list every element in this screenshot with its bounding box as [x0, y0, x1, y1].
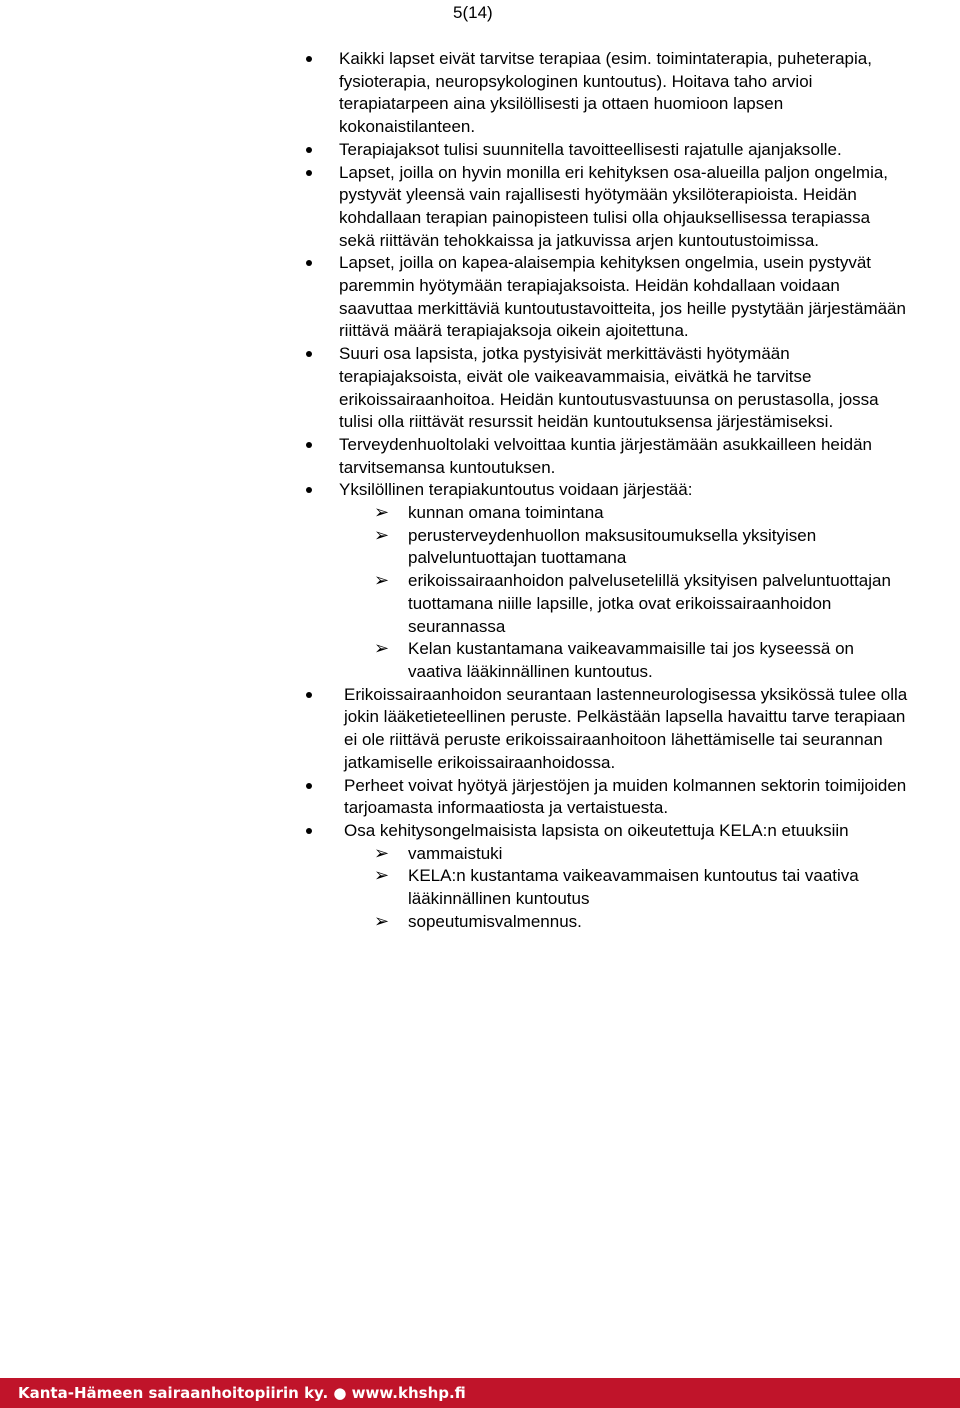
bullet-icon — [306, 783, 312, 789]
bullet-icon — [306, 260, 312, 266]
arrow-bullet-icon: ➢ — [374, 638, 390, 660]
sub-list-item-text: kunnan omana toimintana — [408, 503, 604, 523]
bullet-icon — [306, 147, 312, 153]
sub-list-item-text: vammaistuki — [408, 843, 503, 863]
list-item-text: Erikoissairaanhoidon seurantaan lastenneurologisessa yksikössä tulee olla jokin lääketieteellinen peruste. Pelkästään lapsella havaittu tarve terapiaan ei ole riittävä peruste erikoissairaanhoitoon lähettämiselle tai seurannan jatkamiselle erikoissairaanhoidossa. — [344, 684, 908, 772]
arrow-bullet-icon: ➢ — [374, 570, 390, 592]
arrow-bullet-icon: ➢ — [374, 524, 390, 546]
list-item-text: Terveydenhuoltolaki velvoittaa kuntia järjestämään asukkailleen heidän tarvitsemansa kuntoutuksen. — [339, 434, 872, 477]
list-item — [344, 820, 910, 843]
list-item — [344, 775, 910, 820]
list-item — [339, 434, 909, 479]
sub-list-item — [374, 638, 906, 683]
list-item-text: Kaikki lapset eivät tarvitse terapiaa (esim. toimintaterapia, puheterapia, fysioterapia, neuropsykologinen kuntoutus). Hoitava taho arvioi terapiatarpeen aina yksilöllisesti ja ottaen huomioon lapsen kokonaistilanteen. — [339, 49, 872, 137]
sub-list-item-text: erikoissairaanhoidon palvelusetelillä yksityisen palveluntuottajan tuottamana niille lapsille, jotka ovat erikoissairaanhoidon seurannassa — [408, 571, 891, 636]
page-number: 5(14) — [453, 3, 493, 22]
list-item — [339, 479, 909, 502]
arrow-bullet-icon: ➢ — [374, 842, 390, 864]
list-item-text: Osa kehitysongelmaisista lapsista on oikeutettuja KELA:n etuuksiin — [344, 820, 849, 840]
list-item-text: Yksilöllinen terapiakuntoutus voidaan järjestää: — [339, 480, 693, 500]
sub-list-item — [374, 842, 906, 866]
sub-list-item-text: KELA:n kustantama vaikeavammaisen kuntoutus tai vaativa lääkinnällinen kuntoutus — [408, 866, 859, 909]
footer-text[interactable]: Kanta-Hämeen sairaanhoitopiirin ky. ● www.khshp.fi — [18, 1384, 466, 1402]
sub-list-item — [374, 502, 906, 525]
list-item-text: Terapiajaksot tulisi suunnitella tavoitteellisesti rajatulle ajanjaksolle. — [339, 139, 842, 159]
arrow-bullet-icon: ➢ — [374, 502, 390, 524]
sub-list-item — [374, 570, 906, 638]
list-item — [339, 48, 909, 139]
list-item — [344, 684, 910, 775]
bullet-icon — [306, 170, 312, 176]
sub-list-item — [374, 910, 906, 934]
sub-list-item-text: Kelan kustantamana vaikeavammaisille tai jos kyseessä on vaativa lääkinnällinen kuntoutus. — [408, 639, 855, 681]
list-item-text: Lapset, joilla on hyvin monilla eri kehityksen osa-alueilla paljon ongelmia, pystyvät yleensä vain rajallisesti hyötymään yksilöterapioista. Heidän kohdallaan terapian painopisteen tulisi olla ohjauksellisessa terapiassa sekä riittävän tehokkaissa ja jatkuvissa arjen kuntoutustoimissa. — [339, 162, 889, 250]
list-item — [339, 162, 909, 253]
arrow-bullet-icon: ➢ — [374, 865, 390, 887]
list-item-text: Perheet voivat hyötyä järjestöjen ja muiden kolmannen sektorin toimijoiden tarjoamasta informaatiosta ja vertaistuesta. — [344, 775, 907, 818]
bullet-icon — [306, 828, 312, 834]
document-body — [0, 48, 960, 933]
sub-list-item — [374, 865, 906, 910]
sub-list-item — [374, 524, 906, 570]
footer-banner — [0, 1378, 960, 1408]
list-item-text: Lapset, joilla on kapea-alaisempia kehityksen ongelmia, usein pystyvät paremmin hyötymään terapiajaksoista. Heidän kohdallaan voidaan saavuttaa merkittäviä kuntoutustavoitteita, jos heille pystytään järjestämään riittävä määrä terapiajaksoja oikein ajoitettuna. — [339, 253, 906, 341]
list-item — [339, 343, 909, 434]
bullet-icon — [306, 56, 312, 62]
arrow-bullet-icon: ➢ — [374, 910, 390, 932]
list-item — [339, 252, 909, 343]
bullet-icon — [306, 442, 312, 448]
bullet-icon — [306, 692, 312, 698]
bullet-icon — [306, 351, 312, 357]
sub-list-item-text: perusterveydenhuollon maksusitoumuksella yksityisen palveluntuottajan tuottamana — [408, 525, 817, 568]
sub-list-item-text: sopeutumisvalmennus. — [408, 911, 582, 931]
list-item — [339, 139, 909, 162]
list-item-text: Suuri osa lapsista, jotka pystyisivät merkittävästi hyötymään terapiajaksoista, eivät ole vaikeavammaisia, eivätkä he tarvitse erikoissairaanhoitoa. Heidän kuntoutusvastuunsa on perustasolla, jossa tulisi olla riittävät resurssit heidän kuntoutuksensa järjestämiseksi. — [339, 344, 879, 432]
bullet-icon — [306, 487, 312, 493]
